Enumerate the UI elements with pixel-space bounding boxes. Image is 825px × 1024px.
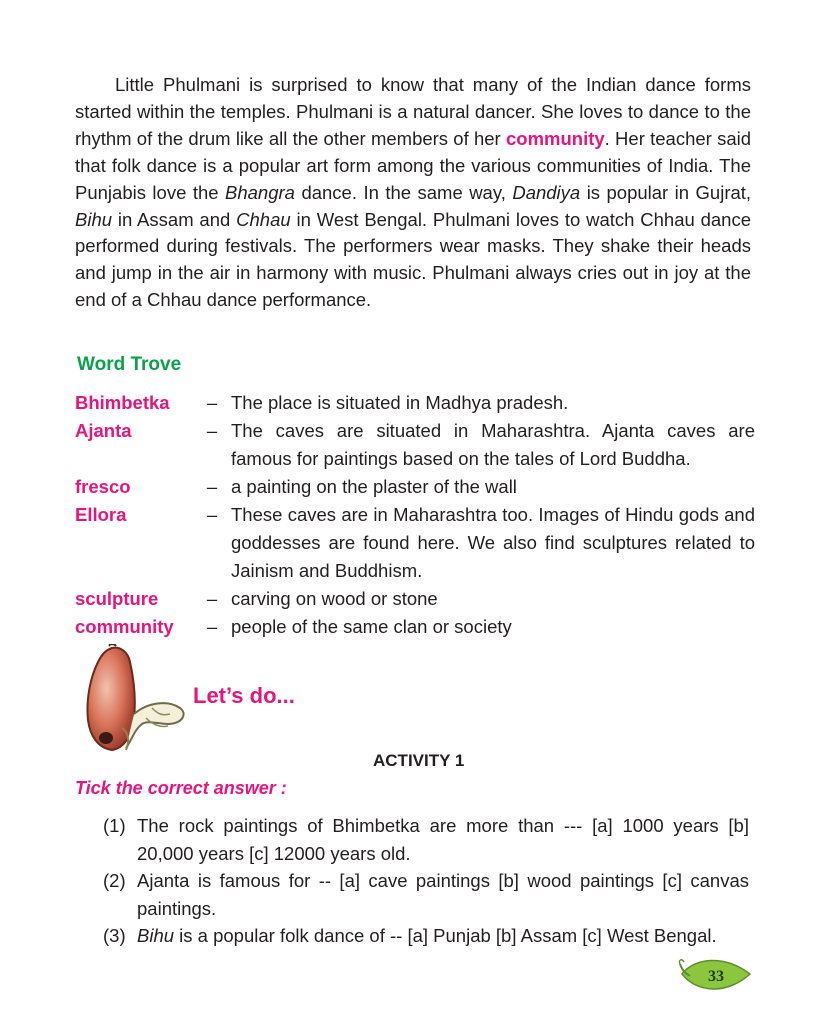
paragraph-text-1: Little Phulmani is surprised to know that many of the Indian dance forms started within the temples. Phulmani is a natural dancer. She loves to dance to the rhythm of the drum like all the other members of her [75, 74, 751, 149]
paragraph-text-3: dance. In the same way, [301, 181, 506, 203]
glossary-term: Ajanta [75, 420, 132, 441]
question-number: (1) [103, 815, 126, 836]
glossary-definition: These caves are in Maharashtra too. Images of Hindu gods and goddesses are found here. We also find sculptures related to Jainism and Buddhism. [231, 504, 755, 581]
question-text: Ajanta is famous for -- [a] cave paintings [b] wood paintings [c] canvas paintings. [137, 870, 749, 919]
glossary-term: sculpture [75, 588, 159, 609]
glossary-definition: people of the same clan or society [231, 616, 512, 637]
page-number: 33 [708, 968, 724, 985]
dance-name-bihu: Bihu [75, 208, 113, 230]
bottle-gourd-icon [72, 644, 200, 762]
leaf-icon [676, 952, 754, 998]
glossary-term: Bhimbetka [75, 392, 170, 413]
glossary-entry [75, 501, 755, 585]
glossary-dash: – [206, 616, 218, 637]
glossary-dash: – [206, 476, 218, 497]
glossary-dash: – [206, 420, 218, 441]
glossary-dash: – [206, 392, 218, 413]
activity-title: ACTIVITY 1 [373, 751, 465, 770]
glossary-definition: The place is situated in Madhya pradesh. [231, 392, 569, 413]
glossary-definition: carving on wood or stone [231, 588, 438, 609]
paragraph-text-4: is popular in Gujrat, [586, 181, 752, 203]
lets-do-heading: Let’s do... [193, 683, 295, 708]
question-text-rest: is a popular folk dance of -- [a] Punjab [b] Assam [c] West Bengal. [174, 925, 717, 946]
glossary-definition: The caves are situated in Maharashtra. Ajanta caves are famous for paintings based on the tales of Lord Buddha. [231, 420, 755, 469]
glossary-dash: – [206, 504, 218, 525]
word-trove-heading: Word Trove [77, 354, 182, 375]
dance-name-dandiya: Dandiya [512, 181, 581, 203]
glossary-dash: – [206, 588, 218, 609]
glossary-entry [75, 585, 755, 613]
question-list [103, 812, 749, 950]
activity-instruction: Tick the correct answer : [75, 778, 287, 798]
dance-name-chhau: Chhau [236, 208, 291, 230]
question-item [103, 812, 749, 867]
dance-name-bhangra: Bhangra [225, 181, 295, 203]
question-text [137, 922, 749, 950]
question-item [103, 867, 749, 922]
question-item [103, 922, 749, 950]
glossary-entry [75, 389, 755, 417]
paragraph-text-5: in Assam and [117, 208, 231, 230]
glossary-term: community [75, 616, 174, 637]
glossary-entry [75, 473, 755, 501]
keyword-community: community [505, 127, 605, 149]
question-text: The rock paintings of Bhimbetka are more than --- [a] 1000 years [b] 20,000 years [c] 12000 years old. [137, 815, 749, 864]
glossary-term: Ellora [75, 504, 127, 525]
paragraph-text-2: . Her teacher said that folk dance is a popular art form among the various communities of India. The Punjabis love the [75, 127, 752, 203]
glossary-term: fresco [75, 476, 131, 497]
story-paragraph [75, 72, 751, 314]
glossary-definition: a painting on the plaster of the wall [231, 476, 517, 497]
word-trove-list [75, 389, 755, 641]
question-number: (3) [103, 925, 126, 946]
question-number: (2) [103, 870, 126, 891]
question-italic-term: Bihu [137, 925, 175, 946]
glossary-entry [75, 613, 755, 641]
paragraph-text-6: in West Bengal. Phulmani loves to watch Chhau dance performed during festivals. The performers wear masks. They shake their heads and jump in the air in harmony with music. Phulmani always cries out in joy at the end of a Chhau dance performance. [75, 208, 751, 311]
glossary-entry [75, 417, 755, 473]
